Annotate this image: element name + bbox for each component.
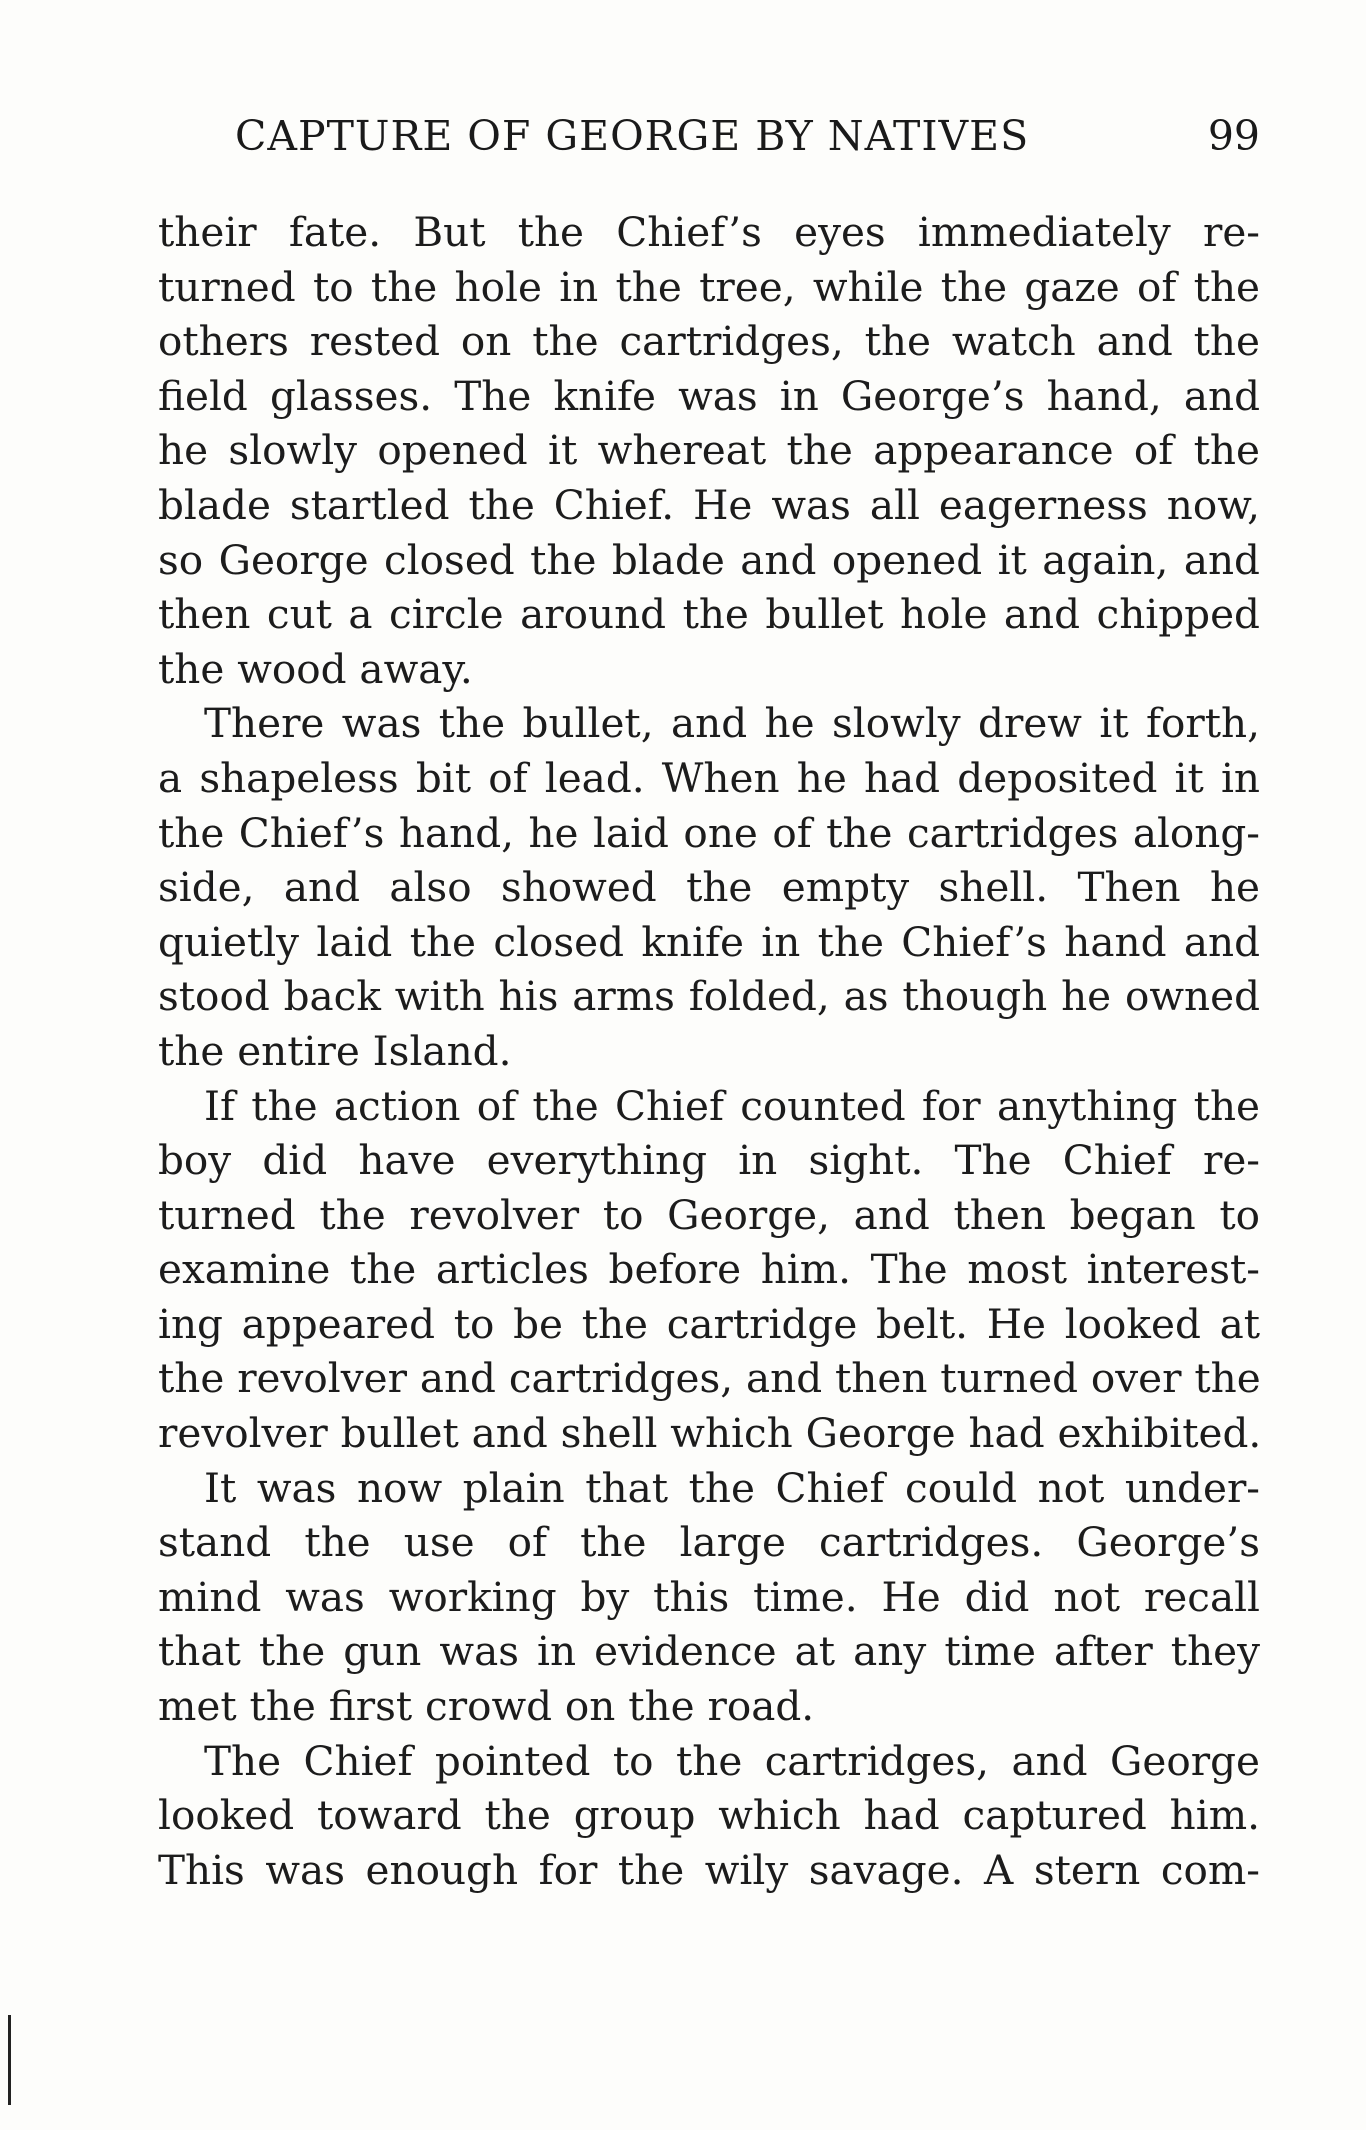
text-line: field glasses. The knife was in George’s hand, and bbox=[158, 371, 1260, 420]
text-line: the Chief’s hand, he laid one of the cartridges along- bbox=[158, 808, 1260, 857]
text-line: The Chief pointed to the cartridges, and George bbox=[204, 1736, 1260, 1785]
text-line: quietly laid the closed knife in the Chief’s hand and bbox=[158, 917, 1260, 966]
text-line: side, and also showed the empty shell. Then he bbox=[158, 863, 1260, 912]
text-line: that the gun was in evidence at any time after they bbox=[158, 1627, 1260, 1676]
text-line: turned to the hole in the tree, while the gaze of the bbox=[158, 262, 1260, 311]
text-line: turned the revolver to George, and then began to bbox=[158, 1190, 1260, 1239]
text-line: their fate. But the Chief’s eyes immediately re- bbox=[158, 208, 1260, 256]
text-line: he slowly opened it whereat the appearance of the bbox=[158, 426, 1260, 475]
text-line: so George closed the blade and opened it again, and bbox=[158, 535, 1260, 584]
paragraph bbox=[158, 1734, 1260, 1898]
text-line: the entire Island. bbox=[158, 1026, 512, 1075]
text-line: mind was working by this time. He did not recall bbox=[158, 1572, 1260, 1621]
scan-margin-mark bbox=[8, 2015, 11, 2105]
text-line: This was enough for the wily savage. A stern com- bbox=[158, 1845, 1260, 1894]
text-line: There was the bullet, and he slowly drew it forth, bbox=[204, 699, 1260, 748]
text-line: then cut a circle around the bullet hole and chipped bbox=[158, 590, 1260, 639]
paragraph bbox=[158, 1079, 1260, 1461]
text-line: others rested on the cartridges, the watch and the bbox=[158, 317, 1260, 366]
paragraph bbox=[158, 696, 1260, 1078]
text-line: boy did have everything in sight. The Chief re- bbox=[158, 1136, 1260, 1185]
text-line: the revolver and cartridges, and then turned over the bbox=[158, 1354, 1261, 1403]
text-line: stood back with his arms folded, as though he owned bbox=[158, 972, 1260, 1021]
paragraph bbox=[158, 205, 1260, 696]
paragraph bbox=[158, 1461, 1260, 1734]
text-line: ing appeared to be the cartridge belt. He looked at bbox=[158, 1299, 1260, 1348]
text-line: It was now plain that the Chief could not under- bbox=[204, 1463, 1260, 1512]
text-line: stand the use of the large cartridges. George’s bbox=[158, 1518, 1260, 1567]
page-number: 99 bbox=[1207, 112, 1260, 160]
text-line: If the action of the Chief counted for anything the bbox=[204, 1081, 1260, 1130]
text-line: a shapeless bit of lead. When he had deposited it in bbox=[158, 753, 1260, 802]
text-line: examine the articles before him. The most interest- bbox=[158, 1245, 1260, 1294]
text-line: revolver bullet and shell which George had exhibited. bbox=[158, 1409, 1262, 1458]
running-head: CAPTURE OF GEORGE BY NATIVES bbox=[235, 112, 1030, 160]
text-line: blade startled the Chief. He was all eagerness now, bbox=[158, 480, 1260, 529]
page-header bbox=[235, 112, 1260, 172]
text-line: met the first crowd on the road. bbox=[158, 1682, 815, 1731]
text-line: looked toward the group which had captured him. bbox=[158, 1791, 1260, 1840]
body-text bbox=[158, 205, 1260, 1897]
text-line: the wood away. bbox=[158, 644, 473, 693]
